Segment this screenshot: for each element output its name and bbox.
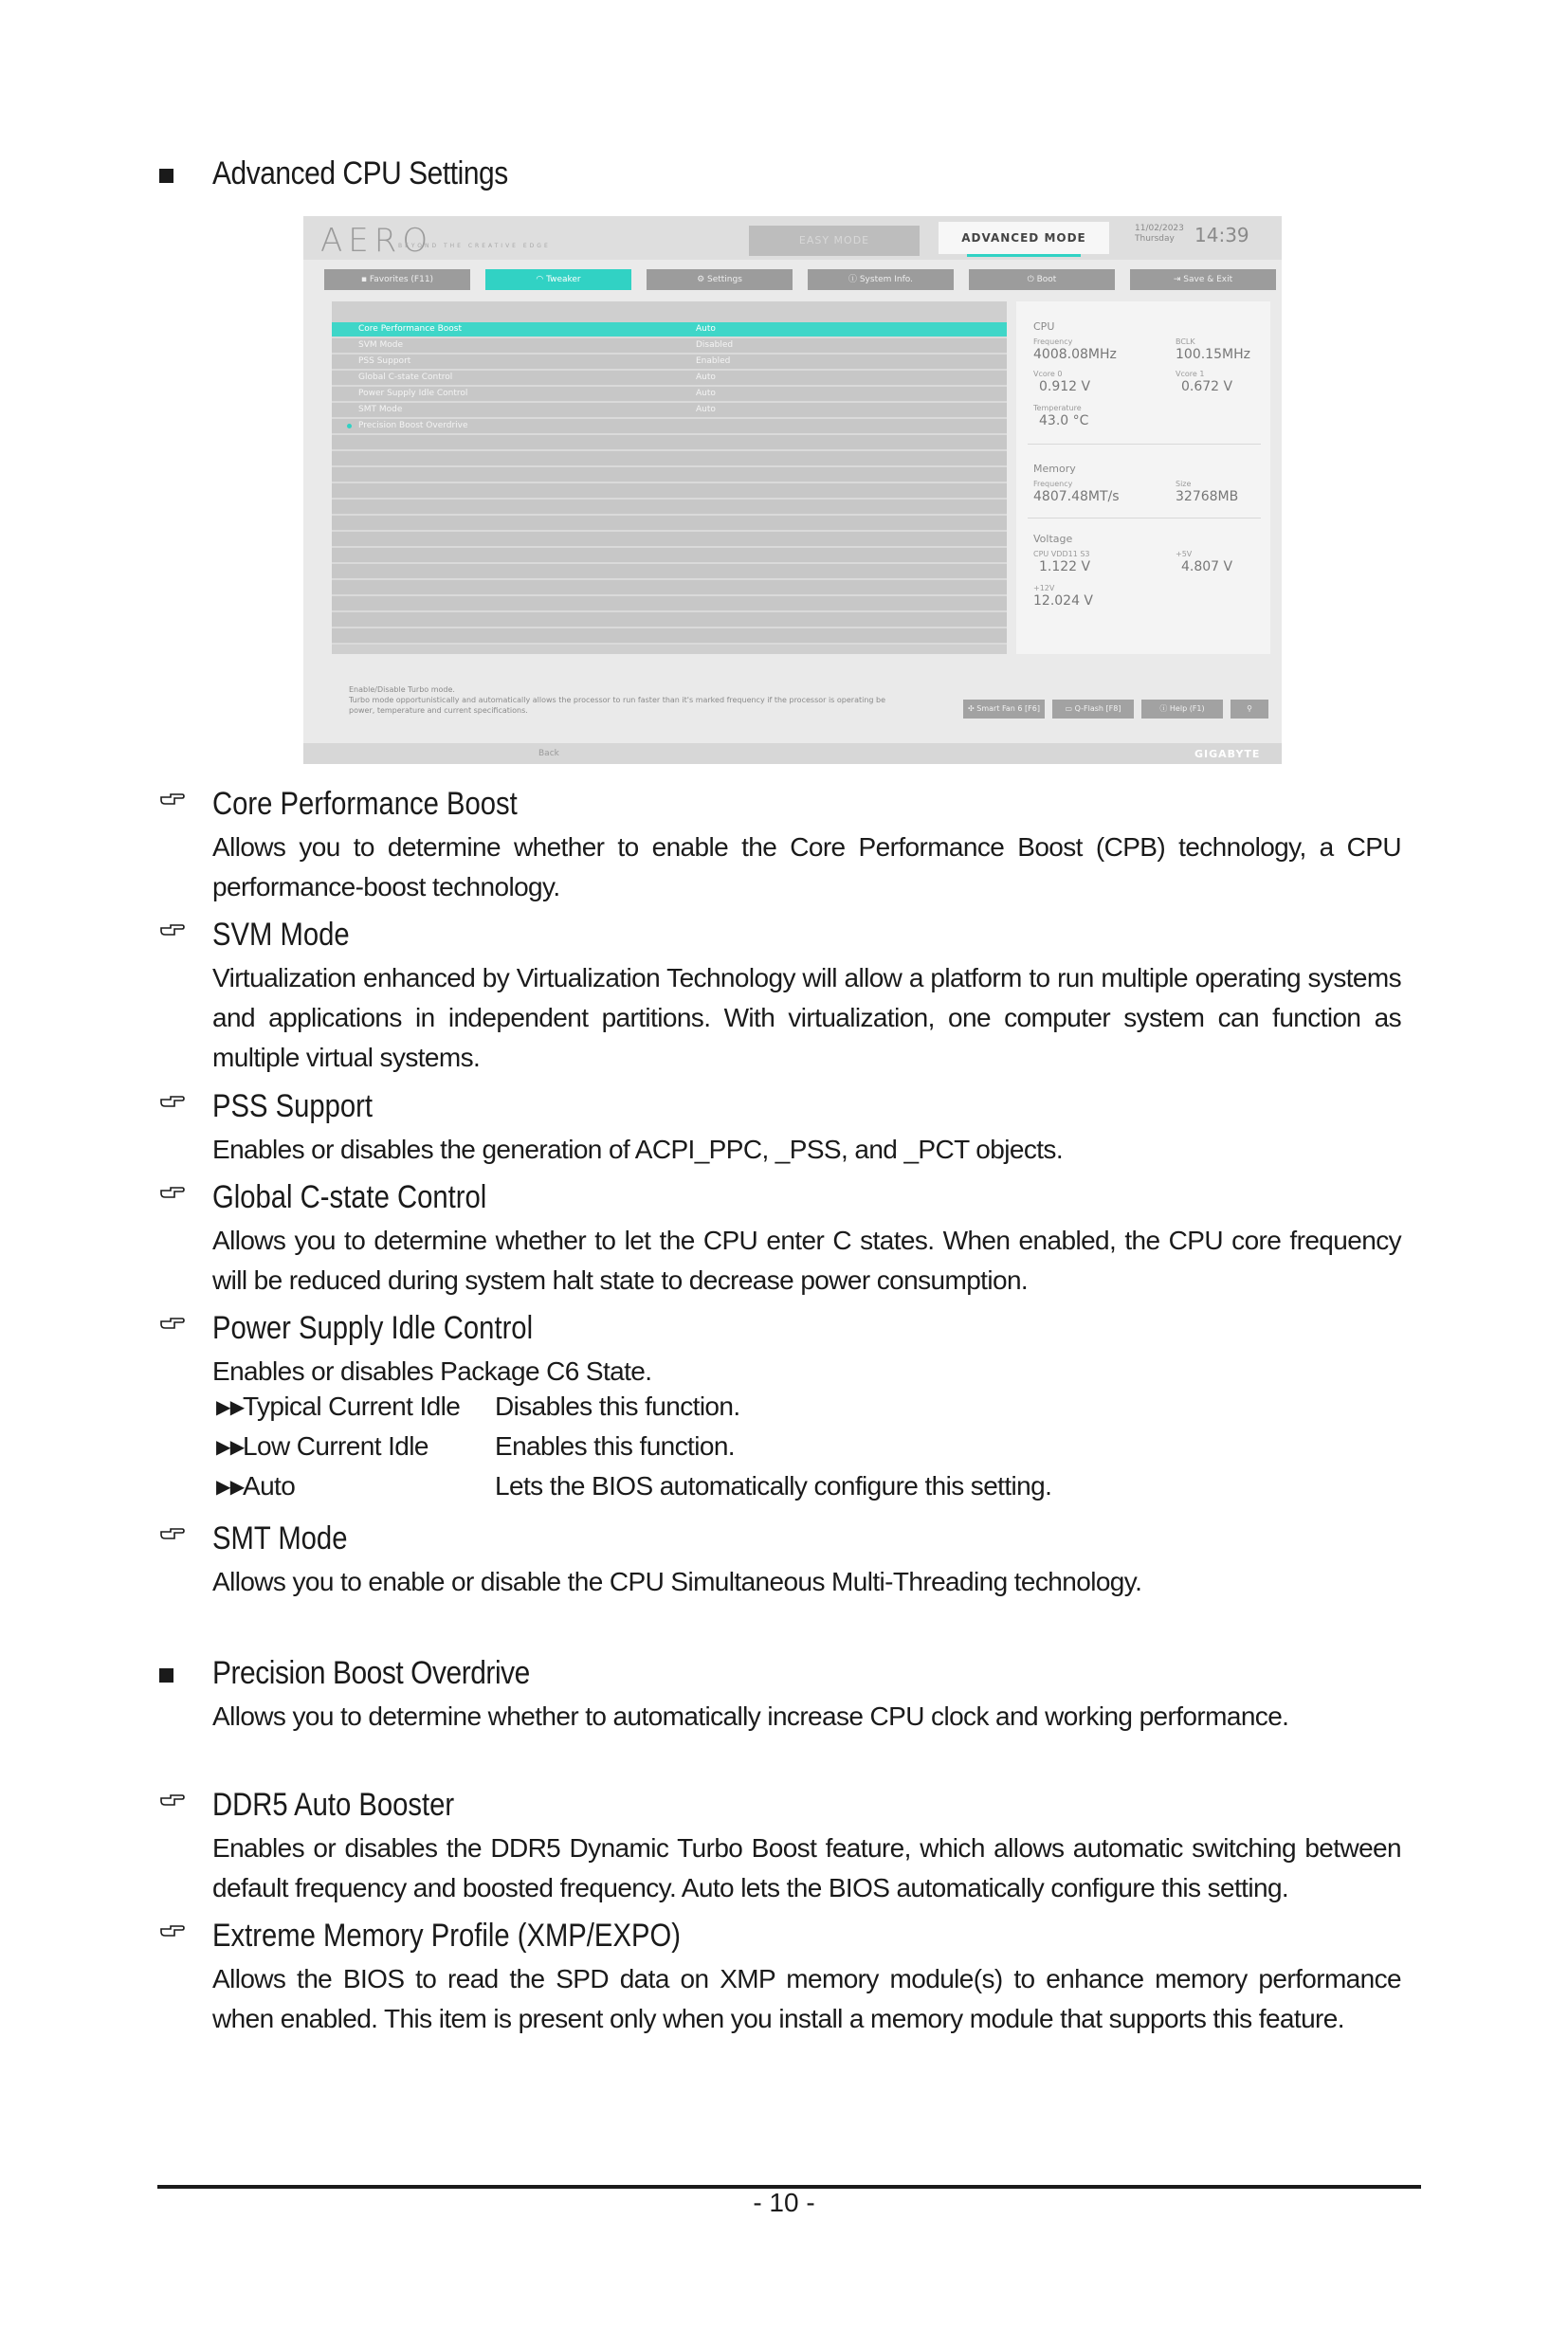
bios-logo-tagline: BEYOND THE CREATIVE EDGE xyxy=(398,243,551,249)
hw-cpu-frequency: 4008.08MHz xyxy=(1033,347,1117,362)
button-label: Help (F1) xyxy=(1169,704,1205,713)
back-button[interactable]: Back xyxy=(538,749,559,758)
setting-row-power-supply-idle[interactable] xyxy=(332,387,1007,403)
setting-value: Auto xyxy=(696,389,716,398)
setting-row-empty xyxy=(332,548,1007,564)
help-icon: ⓘ xyxy=(1159,704,1170,713)
option-name: Typical Current Idle xyxy=(243,1392,461,1421)
setting-label: Power Supply Idle Control xyxy=(358,389,468,398)
setting-value: Auto xyxy=(696,405,716,414)
setting-value: Auto xyxy=(696,373,716,382)
pointing-hand-icon xyxy=(159,1088,186,1117)
hw-bclk: 100.15MHz xyxy=(1176,347,1250,362)
item-description: Allows you to enable or disable the CPU Simultaneous Multi-Threading technology. xyxy=(212,1567,1142,1596)
help-line: power, temperature and current specifications. xyxy=(349,706,528,715)
hw-plus5v: 4.807 V xyxy=(1181,559,1233,574)
item-description: Allows you to determine whether to let the CPU enter C states. When enabled, the CPU core frequency will be reduced during system halt state to decrease power consumption. xyxy=(212,1226,1401,1295)
setting-row-smt-mode[interactable] xyxy=(332,403,1007,419)
star-icon: ▪ xyxy=(360,275,370,284)
option-auto xyxy=(216,1471,1052,1501)
setting-row-empty xyxy=(332,596,1007,612)
item-description: Enables or disables the DDR5 Dynamic Turbo Boost feature, which allows automatic switching between default frequency and boosted frequency. Auto lets the BIOS automatically configure this setting. xyxy=(212,1833,1401,1902)
tab-tweaker[interactable] xyxy=(485,269,631,290)
gauge-icon: ◠ xyxy=(536,275,547,284)
advanced-mode-button[interactable]: ADVANCED MODE xyxy=(939,222,1109,254)
hw-label: Temperature xyxy=(1033,404,1082,412)
setting-row-empty xyxy=(332,580,1007,596)
item-title: Power Supply Idle Control xyxy=(212,1310,534,1346)
setting-row-empty xyxy=(332,483,1007,500)
pointing-hand-icon xyxy=(159,786,186,814)
hw-divider xyxy=(1028,444,1261,445)
item-description: Enables or disables the generation of ACPI_PPC, _PSS, and _PCT objects. xyxy=(212,1135,1064,1164)
setting-row-core-performance-boost[interactable] xyxy=(332,322,1007,338)
hw-label: BCLK xyxy=(1176,337,1195,346)
button-label: Q-Flash [F8] xyxy=(1074,704,1121,713)
section2-description: Allows you to determine whether to automatically increase CPU clock and working performance. xyxy=(212,1701,1289,1731)
option-description: Lets the BIOS automatically configure this setting. xyxy=(495,1471,1052,1501)
help-line: Turbo mode opportunistically and automatically allows the processor to run faster than it's marked frequency if the processor is operating be xyxy=(349,696,886,704)
tab-label: Tweaker xyxy=(546,275,581,284)
tab-settings[interactable] xyxy=(647,269,793,290)
hw-label: Frequency xyxy=(1033,337,1073,346)
tab-label: Settings xyxy=(707,275,742,284)
double-arrow-icon: ▶▶ xyxy=(216,1477,245,1498)
help-line: Enable/Disable Turbo mode. xyxy=(349,685,455,694)
q-flash-button[interactable] xyxy=(1052,700,1134,719)
setting-label: Core Performance Boost xyxy=(358,324,462,334)
info-icon: ⓘ xyxy=(848,275,860,284)
tab-label: Favorites (F11) xyxy=(369,275,434,284)
setting-row-pss-support[interactable] xyxy=(332,355,1007,371)
flash-icon: ▭ xyxy=(1065,704,1075,713)
hw-divider xyxy=(1028,518,1261,519)
bios-screenshot xyxy=(303,216,1282,764)
hw-label: Vcore 1 xyxy=(1176,370,1205,378)
tab-favorites[interactable] xyxy=(324,269,470,290)
hw-vcore1: 0.672 V xyxy=(1181,379,1233,394)
exit-icon: ⇥ xyxy=(1173,275,1184,284)
square-bullet-icon xyxy=(159,169,173,183)
item-description: Enables or disables Package C6 State. xyxy=(212,1356,652,1386)
button-label: Smart Fan 6 [F6] xyxy=(976,704,1040,713)
setting-row-empty xyxy=(332,532,1007,548)
submenu-bullet-icon xyxy=(347,424,352,428)
hw-plus12v: 12.024 V xyxy=(1033,593,1094,609)
tab-save-exit[interactable] xyxy=(1130,269,1276,290)
double-arrow-icon: ▶▶ xyxy=(216,1397,245,1418)
hw-memory-frequency: 4807.48MT/s xyxy=(1033,489,1120,504)
tab-boot[interactable] xyxy=(969,269,1115,290)
item-description: Allows you to determine whether to enable the Core Performance Boost (CPB) technology, a CPU performance-boost technology. xyxy=(212,832,1401,901)
option-low-current-idle xyxy=(216,1431,735,1462)
setting-label: Precision Boost Overdrive xyxy=(358,421,468,430)
item-title: DDR5 Auto Booster xyxy=(212,1787,455,1823)
hw-label: Size xyxy=(1176,480,1192,488)
section-title-advanced-cpu: Advanced CPU Settings xyxy=(212,155,508,191)
hw-label: Vcore 0 xyxy=(1033,370,1063,378)
tab-label: Save & Exit xyxy=(1183,275,1233,284)
gear-icon: ⚙ xyxy=(697,275,707,284)
double-arrow-icon: ▶▶ xyxy=(216,1437,245,1458)
bios-date xyxy=(1135,224,1184,245)
setting-label: SVM Mode xyxy=(358,340,404,350)
section-title-precision-boost-overdrive: Precision Boost Overdrive xyxy=(212,1655,530,1691)
setting-label: Global C-state Control xyxy=(358,373,453,382)
weekday-text: Thursday xyxy=(1135,234,1175,244)
hardware-monitor-panel xyxy=(1016,301,1270,654)
item-description: Allows the BIOS to read the SPD data on XMP memory module(s) to enhance memory performance when enabled. This item is present only when you install a memory module that supports this feature. xyxy=(212,1964,1401,2033)
setting-row-global-c-state[interactable] xyxy=(332,371,1007,387)
date-text: 11/02/2023 xyxy=(1135,224,1184,233)
search-icon: ⚲ xyxy=(1247,704,1252,713)
setting-row-precision-boost-overdrive[interactable] xyxy=(332,419,1007,435)
pointing-hand-icon xyxy=(159,1179,186,1208)
option-name: Low Current Idle xyxy=(243,1431,428,1461)
hw-group-voltage: Voltage xyxy=(1033,533,1073,545)
pointing-hand-icon xyxy=(159,917,186,945)
hw-memory-size: 32768MB xyxy=(1176,489,1239,504)
item-title: Global C-state Control xyxy=(212,1179,487,1215)
setting-row-svm-mode[interactable] xyxy=(332,338,1007,355)
setting-value: Disabled xyxy=(696,340,734,350)
bios-bottom-bar xyxy=(303,743,1282,764)
hw-temperature: 43.0 °C xyxy=(1039,413,1089,428)
pointing-hand-icon xyxy=(159,1787,186,1815)
hw-cpu-vdd: 1.122 V xyxy=(1039,559,1091,574)
gigabyte-logo: GIGABYTE xyxy=(1194,748,1261,760)
help-button[interactable] xyxy=(1141,700,1223,719)
setting-value: Auto xyxy=(696,324,716,334)
hw-group-cpu: CPU xyxy=(1033,320,1055,333)
fan-icon: ✣ xyxy=(968,704,977,713)
setting-label: PSS Support xyxy=(358,356,411,366)
hw-label: +5V xyxy=(1176,550,1193,558)
settings-list xyxy=(332,301,1007,654)
pointing-hand-icon xyxy=(159,1520,186,1549)
option-description: Disables this function. xyxy=(495,1392,740,1421)
setting-row-empty xyxy=(332,500,1007,516)
item-description: Virtualization enhanced by Virtualization Technology will allow a platform to run multiple operating systems and applications in independent partitions. With virtualization, one computer system can function as multiple virtual systems. xyxy=(212,963,1401,1072)
setting-label: SMT Mode xyxy=(358,405,403,414)
square-bullet-icon xyxy=(159,1668,173,1683)
hw-label: CPU VDD11 S3 xyxy=(1033,550,1090,558)
setting-row-empty xyxy=(332,628,1007,645)
tab-system-info[interactable] xyxy=(808,269,954,290)
smart-fan-button[interactable] xyxy=(963,700,1045,719)
item-title: SMT Mode xyxy=(212,1520,348,1556)
item-title: Core Performance Boost xyxy=(212,786,518,822)
hw-label: +12V xyxy=(1033,584,1055,592)
setting-row-empty xyxy=(332,435,1007,451)
pointing-hand-icon xyxy=(159,1310,186,1338)
option-name: Auto xyxy=(243,1471,296,1501)
setting-row-empty xyxy=(332,516,1007,532)
tab-label: System Info. xyxy=(859,275,914,284)
item-title: SVM Mode xyxy=(212,917,350,953)
tab-label: Boot xyxy=(1036,275,1057,284)
setting-row-empty xyxy=(332,467,1007,483)
hw-group-memory: Memory xyxy=(1033,463,1076,475)
item-title: PSS Support xyxy=(212,1088,374,1124)
pointing-hand-icon xyxy=(159,1918,186,1946)
search-button[interactable] xyxy=(1231,700,1268,719)
option-description: Enables this function. xyxy=(495,1431,735,1461)
advanced-mode-underline xyxy=(967,254,1081,257)
page-number: - 10 - xyxy=(753,2188,815,2217)
hw-label: Frequency xyxy=(1033,480,1073,488)
option-typical-current-idle xyxy=(216,1392,740,1422)
setting-value: Enabled xyxy=(696,356,731,366)
setting-row-empty xyxy=(332,612,1007,628)
help-text xyxy=(349,684,918,716)
setting-row-empty xyxy=(332,564,1007,580)
easy-mode-button[interactable]: EASY MODE xyxy=(749,226,920,256)
hw-vcore0: 0.912 V xyxy=(1039,379,1091,394)
bios-logo: AERO xyxy=(320,222,434,260)
item-title: Extreme Memory Profile (XMP/EXPO) xyxy=(212,1918,681,1954)
setting-row-empty xyxy=(332,451,1007,467)
bios-clock: 14:39 xyxy=(1194,224,1249,246)
power-icon: ⏻ xyxy=(1027,275,1037,284)
bios-top-bar xyxy=(303,216,1282,260)
